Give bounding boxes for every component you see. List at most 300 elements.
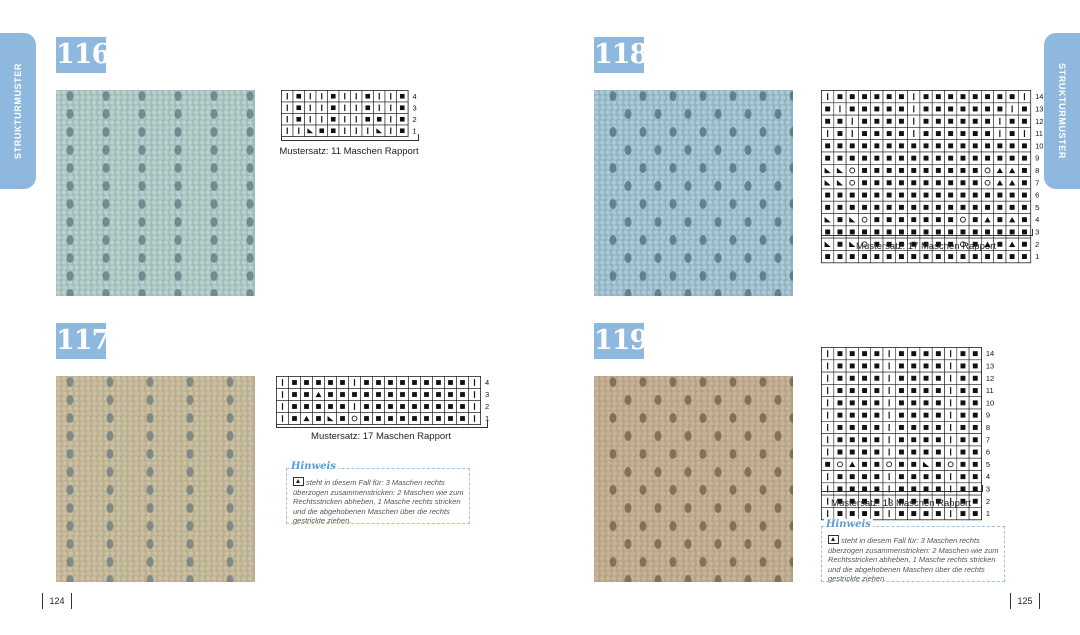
chart-cell — [373, 401, 385, 413]
chart-cell — [858, 115, 870, 127]
chart-cell — [373, 377, 385, 389]
chart-cell — [337, 401, 349, 413]
chart-cell — [895, 471, 907, 483]
chart-cell — [846, 507, 858, 519]
chart-cell — [822, 446, 834, 458]
chart-cell — [433, 401, 445, 413]
pattern-number: 117 — [56, 323, 106, 359]
chart-cell — [822, 177, 834, 189]
chart-cell — [920, 214, 932, 226]
chart-cell — [969, 409, 981, 421]
chart-cell — [883, 397, 895, 409]
chart-cell — [846, 103, 858, 115]
chart-cell — [920, 250, 932, 262]
chart-cell — [834, 91, 846, 103]
row-number: 12 — [985, 373, 995, 383]
chart-cell — [957, 397, 969, 409]
chart-cell — [883, 471, 895, 483]
chart-cell — [1006, 177, 1018, 189]
row-number: 13 — [985, 361, 995, 371]
chart-cell — [433, 389, 445, 401]
chart-cell — [1018, 214, 1030, 226]
chart-cell — [834, 360, 846, 372]
chart-cell — [957, 348, 969, 360]
knit-swatch-photo — [56, 90, 255, 296]
chart-cell — [994, 250, 1006, 262]
chart-cell — [409, 377, 421, 389]
chart-cell — [1018, 127, 1030, 139]
chart-cell — [957, 458, 969, 470]
chart-cell — [362, 91, 374, 103]
chart-cell — [957, 372, 969, 384]
chart-cell — [1006, 152, 1018, 164]
chart-cell — [385, 377, 397, 389]
chart-cell — [932, 409, 944, 421]
chart-cell — [871, 384, 883, 396]
row-number: 3 — [985, 484, 991, 494]
chart-cell — [969, 164, 981, 176]
page-number-right: 125 — [1010, 593, 1040, 609]
chart-cell — [895, 360, 907, 372]
chart-cell — [871, 189, 883, 201]
chart-cell — [337, 389, 349, 401]
chart-cell — [822, 421, 834, 433]
chart-cell — [1006, 91, 1018, 103]
chart-cell — [822, 471, 834, 483]
chart-cell — [994, 201, 1006, 213]
chart-cell — [945, 91, 957, 103]
chart-cell — [969, 103, 981, 115]
chart-cell — [969, 250, 981, 262]
chart-cell — [385, 91, 397, 103]
chart-cell — [932, 421, 944, 433]
chart-cell — [822, 250, 834, 262]
chart-cell — [846, 189, 858, 201]
chart-cell — [385, 389, 397, 401]
repeat-bracket — [821, 485, 983, 492]
row-number: 7 — [1035, 178, 1040, 188]
chart-cell — [846, 127, 858, 139]
repeat-bracket — [821, 229, 1033, 236]
chart-cell — [981, 250, 993, 262]
chart-cell — [932, 446, 944, 458]
chart-cell — [858, 458, 870, 470]
chart-cell — [994, 103, 1006, 115]
chart-cell — [293, 114, 305, 126]
chart-cell — [957, 140, 969, 152]
chart-cell — [981, 103, 993, 115]
chart-cell — [957, 177, 969, 189]
chart-cell — [846, 177, 858, 189]
chart-cell — [969, 189, 981, 201]
chart-cell — [397, 401, 409, 413]
chart-cell — [871, 507, 883, 519]
chart-cell — [945, 348, 957, 360]
row-number: 6 — [1035, 190, 1040, 200]
chart-cell — [883, 421, 895, 433]
chart-cell — [397, 114, 409, 126]
chart-cell — [994, 115, 1006, 127]
chart-cell — [858, 360, 870, 372]
row-number: 9 — [1035, 153, 1040, 163]
chart-cell — [445, 377, 457, 389]
chart-cell — [325, 377, 337, 389]
row-number: 3 — [1035, 227, 1040, 237]
chart-cell — [920, 421, 932, 433]
chart-cell — [361, 377, 373, 389]
chart-cell — [328, 102, 340, 114]
chart-cell — [846, 201, 858, 213]
chart-cell — [969, 507, 981, 519]
chart-cell — [908, 458, 920, 470]
chart-cell — [385, 102, 397, 114]
knitting-chart — [276, 376, 502, 424]
chart-cell — [385, 114, 397, 126]
chart-cell — [945, 507, 957, 519]
chart-cell — [908, 91, 920, 103]
chart-cell — [920, 140, 932, 152]
row-number: 6 — [985, 447, 991, 457]
chart-cell — [858, 471, 870, 483]
chart-cell — [871, 458, 883, 470]
chart-cell — [1006, 127, 1018, 139]
chart-cell — [932, 115, 944, 127]
knitting-chart — [281, 90, 430, 136]
chart-cell — [920, 458, 932, 470]
chart-cell — [981, 164, 993, 176]
chart-cell — [457, 389, 469, 401]
row-number: 2 — [1035, 239, 1040, 249]
chart-cell — [969, 140, 981, 152]
chart-cell — [895, 189, 907, 201]
chart-cell — [373, 389, 385, 401]
hint-text: steht in diesem Fall für: 3 Maschen rechts überzogen zusammenstricken: 2 Maschen wie zum Rechtsstricken abheben, 1 Masche rechts stricken und die abgehobenen Maschen über die rechts gestrickte ziehen. — [293, 478, 464, 525]
hint-text: steht in diesem Fall für: 3 Maschen rechts überzogen zusammenstricken: 2 Maschen wie zum Rechtsstricken abheben, 1 Masche rechts stricken und die abgehobenen Maschen über die rechts gestrickte ziehen. — [828, 536, 999, 583]
chart-cell — [282, 91, 294, 103]
chart-cell — [920, 127, 932, 139]
chart-cell — [945, 421, 957, 433]
chart-cell — [1006, 201, 1018, 213]
chart-cell — [871, 91, 883, 103]
chart-cell — [945, 471, 957, 483]
chart-cell — [920, 409, 932, 421]
chart-cell — [945, 409, 957, 421]
chart-cell — [932, 348, 944, 360]
chart-cell — [908, 164, 920, 176]
chart-cell — [277, 389, 289, 401]
chart-cell — [277, 377, 289, 389]
chart-cell — [316, 91, 328, 103]
chart-cell — [871, 372, 883, 384]
chart-cell — [994, 177, 1006, 189]
chart-cell — [351, 91, 363, 103]
chart-cell — [846, 384, 858, 396]
chart-cell — [932, 250, 944, 262]
chart-cell — [374, 102, 386, 114]
chart-cell — [957, 127, 969, 139]
chart-cell — [469, 389, 481, 401]
chart-cell — [289, 389, 301, 401]
row-number: 13 — [1035, 104, 1044, 114]
chart-cell — [932, 189, 944, 201]
row-number: 10 — [1035, 141, 1044, 151]
chart-cell — [834, 372, 846, 384]
chart-cell — [871, 164, 883, 176]
chart-cell — [1006, 115, 1018, 127]
chart-cell — [932, 127, 944, 139]
chart-cell — [895, 384, 907, 396]
chart-cell — [858, 103, 870, 115]
chart-cell — [1018, 164, 1030, 176]
chart-cell — [409, 401, 421, 413]
hint-title: Hinweis — [291, 461, 336, 472]
chart-cell — [932, 152, 944, 164]
chart-cell — [932, 372, 944, 384]
chart-cell — [822, 238, 834, 250]
pattern-number: 116 — [56, 37, 106, 73]
chart-cell — [871, 140, 883, 152]
chart-cell — [957, 152, 969, 164]
chart-cell — [871, 115, 883, 127]
chart-cell — [957, 507, 969, 519]
chart-cell — [895, 214, 907, 226]
chart-cell — [920, 446, 932, 458]
chart-cell — [858, 421, 870, 433]
page-number-left: 124 — [42, 593, 72, 609]
chart-cell — [1018, 152, 1030, 164]
chart-cell — [994, 91, 1006, 103]
chart-cell — [822, 397, 834, 409]
row-number: 12 — [1035, 116, 1044, 126]
chart-cell — [908, 250, 920, 262]
chart-cell — [969, 434, 981, 446]
chart-cell — [945, 164, 957, 176]
chart-cell — [920, 471, 932, 483]
chart-cell — [846, 471, 858, 483]
chart-cell — [834, 127, 846, 139]
chart-cell — [883, 177, 895, 189]
chart-cell — [846, 434, 858, 446]
chart-cell — [957, 446, 969, 458]
chart-cell — [932, 471, 944, 483]
chart-cell — [858, 91, 870, 103]
chart-cell — [994, 140, 1006, 152]
row-number: 14 — [1035, 92, 1044, 102]
chart-cell — [908, 409, 920, 421]
chart-cell — [421, 389, 433, 401]
chart-cell — [846, 91, 858, 103]
chart-cell — [846, 372, 858, 384]
chart-cell — [337, 377, 349, 389]
chart-cell — [871, 434, 883, 446]
chart-cell — [883, 446, 895, 458]
chart-cell — [908, 152, 920, 164]
chart-cell — [920, 384, 932, 396]
chart-cell — [945, 397, 957, 409]
row-number: 8 — [1035, 165, 1040, 175]
chart-cell — [920, 164, 932, 176]
knitting-chart — [821, 347, 1003, 519]
chart-cell — [932, 177, 944, 189]
chart-cell — [908, 214, 920, 226]
row-number: 5 — [1035, 202, 1040, 212]
row-number: 3 — [412, 103, 417, 113]
chart-cell — [920, 115, 932, 127]
chart-cell — [920, 189, 932, 201]
chart-cell — [301, 377, 313, 389]
chart-cell — [920, 103, 932, 115]
chart-cell — [397, 389, 409, 401]
chart-cell — [822, 372, 834, 384]
knit-swatch-photo — [594, 376, 793, 582]
chart-cell — [277, 401, 289, 413]
chart-cell — [834, 471, 846, 483]
chart-cell — [969, 360, 981, 372]
chart-cell — [433, 377, 445, 389]
chart-cell — [858, 127, 870, 139]
chart-cell — [871, 360, 883, 372]
chart-cell — [858, 372, 870, 384]
chart-cell — [969, 471, 981, 483]
chart-cell — [349, 377, 361, 389]
chart-cell — [981, 189, 993, 201]
row-number: 2 — [985, 496, 991, 506]
chart-cell — [834, 201, 846, 213]
row-number: 2 — [412, 114, 417, 124]
row-number: 1 — [412, 126, 417, 136]
chart-cell — [834, 214, 846, 226]
section-tab-left — [0, 33, 36, 189]
chart-cell — [981, 152, 993, 164]
row-number: 11 — [1035, 129, 1043, 139]
chart-cell — [920, 348, 932, 360]
chart-cell — [846, 446, 858, 458]
chart-cell — [908, 189, 920, 201]
chart-cell — [895, 140, 907, 152]
chart-cell — [895, 458, 907, 470]
chart-cell — [834, 409, 846, 421]
chart-cell — [374, 91, 386, 103]
chart-cell — [316, 102, 328, 114]
chart-cell — [421, 377, 433, 389]
chart-cell — [957, 360, 969, 372]
chart-cell — [822, 201, 834, 213]
repeat-bracket — [276, 421, 488, 428]
chart-cell — [945, 201, 957, 213]
chart-cell — [834, 152, 846, 164]
chart-cell — [301, 389, 313, 401]
chart-cell — [834, 421, 846, 433]
chart-cell — [957, 115, 969, 127]
chart-cell — [883, 409, 895, 421]
chart-cell — [1006, 214, 1018, 226]
chart-cell — [945, 127, 957, 139]
chart-cell — [908, 201, 920, 213]
chart-cell — [920, 372, 932, 384]
chart-cell — [305, 102, 317, 114]
chart-cell — [908, 177, 920, 189]
chart-cell — [289, 401, 301, 413]
chart-cell — [1006, 103, 1018, 115]
chart-cell — [822, 360, 834, 372]
chart-cell — [293, 102, 305, 114]
chart-cell — [920, 507, 932, 519]
chart-cell — [957, 409, 969, 421]
chart-cell — [445, 401, 457, 413]
row-number: 4 — [412, 91, 417, 101]
knit-swatch-photo — [56, 376, 255, 582]
chart-cell — [945, 434, 957, 446]
row-number: 9 — [985, 410, 991, 420]
chart-cell — [822, 458, 834, 470]
chart-cell — [895, 115, 907, 127]
chart-cell — [822, 115, 834, 127]
chart-cell — [846, 152, 858, 164]
chart-cell — [969, 397, 981, 409]
chart-cell — [945, 140, 957, 152]
chart-cell — [920, 91, 932, 103]
chart-cell — [409, 389, 421, 401]
chart-cell — [871, 103, 883, 115]
repeat-bracket — [281, 134, 419, 141]
chart-cell — [858, 164, 870, 176]
row-number: 1 — [485, 414, 490, 423]
chart-cell — [969, 177, 981, 189]
chart-cell — [834, 434, 846, 446]
chart-cell — [932, 384, 944, 396]
chart-cell — [1006, 189, 1018, 201]
row-number: 3 — [485, 390, 490, 399]
chart-cell — [822, 103, 834, 115]
chart-cell — [871, 177, 883, 189]
chart-cell — [981, 91, 993, 103]
chart-cell — [945, 115, 957, 127]
chart-cell — [1018, 91, 1030, 103]
chart-cell — [822, 409, 834, 421]
chart-cell — [920, 360, 932, 372]
chart-cell — [858, 189, 870, 201]
chart-cell — [957, 164, 969, 176]
chart-cell — [834, 140, 846, 152]
chart-cell — [908, 471, 920, 483]
chart-cell — [339, 114, 351, 126]
chart-cell — [895, 446, 907, 458]
row-number: 5 — [985, 459, 991, 469]
chart-cell — [871, 214, 883, 226]
row-number: 1 — [985, 509, 991, 519]
chart-cell — [883, 103, 895, 115]
chart-cell — [920, 177, 932, 189]
chart-cell — [846, 164, 858, 176]
chart-cell — [846, 421, 858, 433]
chart-cell — [834, 348, 846, 360]
chart-cell — [981, 127, 993, 139]
chart-cell — [908, 507, 920, 519]
chart-cell — [1018, 103, 1030, 115]
chart-cell — [834, 103, 846, 115]
chart-cell — [846, 250, 858, 262]
chart-cell — [932, 434, 944, 446]
chart-cell — [969, 115, 981, 127]
section-tab-label: STRUKTURMUSTER — [1057, 63, 1067, 159]
chart-cell — [920, 201, 932, 213]
chart-cell — [945, 152, 957, 164]
chart-cell — [822, 214, 834, 226]
chart-cell — [969, 421, 981, 433]
chart-cell — [994, 214, 1006, 226]
chart-cell — [920, 152, 932, 164]
chart-cell — [834, 177, 846, 189]
